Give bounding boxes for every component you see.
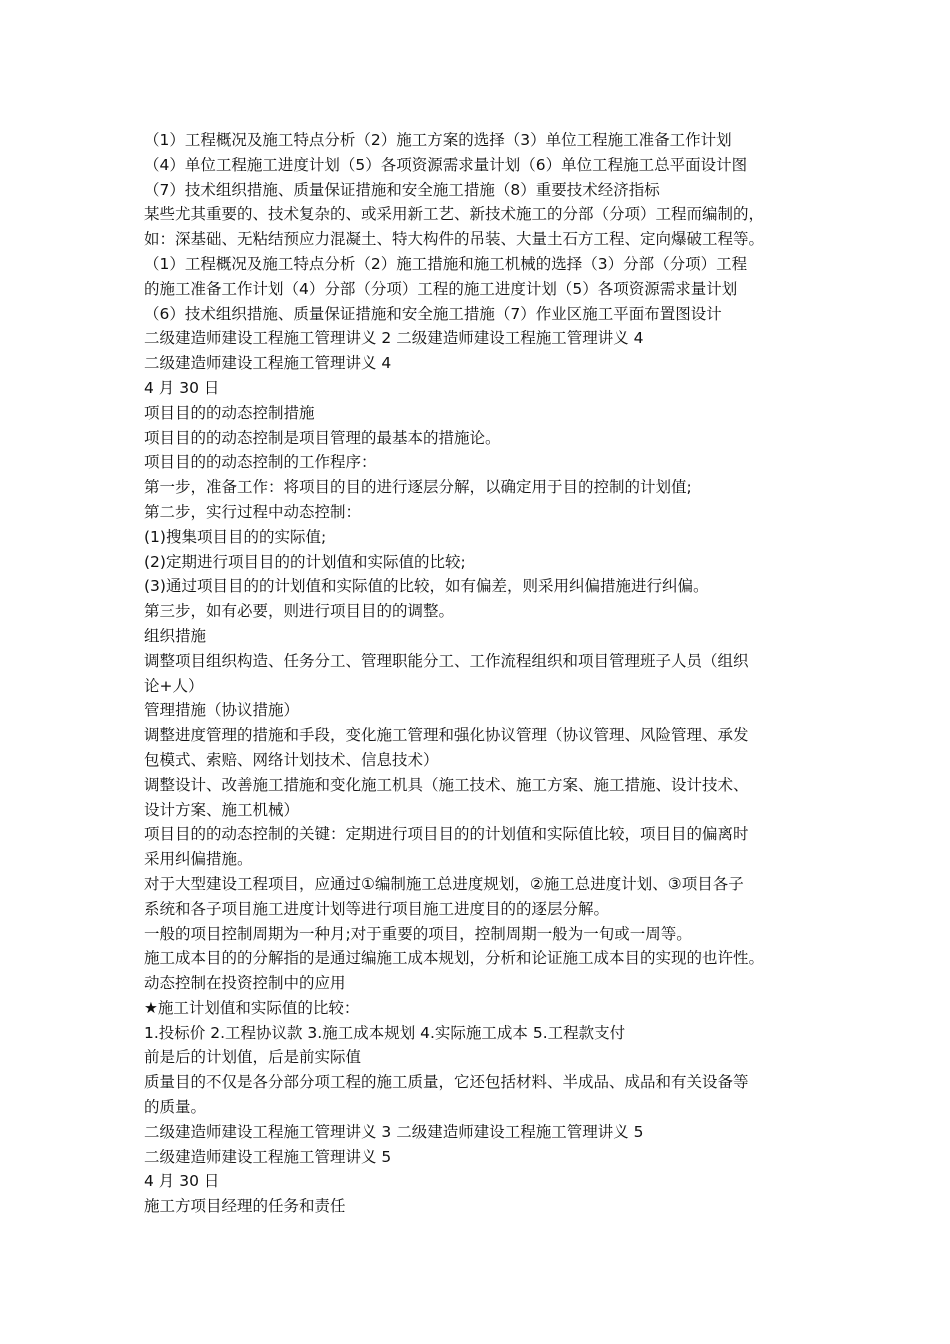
text-line: 动态控制在投资控制中的应用 [144, 974, 346, 993]
text-line: 4 月 30 日 [144, 1172, 220, 1191]
text-line: 施工方项目经理的任务和责任 [144, 1197, 346, 1216]
text-line: ★施工计划值和实际值的比较： [144, 998, 360, 1017]
text-line: 项目目的的动态控制的关键：定期进行项目目的的计划值和实际值比较，项目目的偏离时 [144, 825, 749, 844]
text-line: 第二步，实行过程中动态控制： [144, 502, 362, 521]
text-line: 对于大型建设工程项目，应通过①编制施工总进度规划，②施工总进度计划、③项目各子 [144, 874, 744, 893]
text-line: (2)定期进行项目目的的计划值和实际值的比较; [144, 552, 466, 571]
text-line: 调整设计、改善施工措施和变化施工机具（施工技术、施工方案、施工措施、设计技术、 [144, 775, 749, 794]
text-line: 调整进度管理的措施和手段，变化施工管理和强化协议管理（协议管理、风险管理、承发 [144, 726, 749, 745]
text-line: 第一步，准备工作：将项目的目的进行逐层分解，以确定用于目的控制的计划值; [144, 478, 692, 497]
text-line: （7）技术组织措施、质量保证措施和安全施工措施（8）重要技术经济指标 [144, 180, 660, 199]
text-line: 项目目的的动态控制是项目管理的最基本的措施论。 [144, 428, 501, 447]
text-line: 如：深基础、无粘结预应力混凝土、特大构件的吊装、大量土石方工程、定向爆破工程等。 [144, 230, 765, 249]
text-line: 二级建造师建设工程施工管理讲义 4 [144, 354, 392, 373]
text-line: 系统和各子项目施工进度计划等进行项目施工进度目的的逐层分解。 [144, 899, 610, 918]
text-line: （1）工程概况及施工特点分析（2）施工措施和施工机械的选择（3）分部（分项）工程 [144, 254, 748, 273]
text-line: 施工成本目的的分解指的是通过编施工成本规划，分析和论证施工成本目的实现的也许性。 [144, 949, 765, 968]
text-line: 1.投标价 2.工程协议款 3.施工成本规划 4.实际施工成本 5.工程款支付 [144, 1023, 626, 1042]
text-line: 项目目的的动态控制的工作程序： [144, 453, 377, 472]
text-line: 论+人） [144, 676, 204, 695]
text-line: 质量目的不仅是各分部分项工程的施工质量，它还包括材料、半成品、成品和有关设备等 [144, 1073, 749, 1092]
text-line: 二级建造师建设工程施工管理讲义 2 二级建造师建设工程施工管理讲义 4 [144, 329, 644, 348]
text-line: 的质量。 [144, 1098, 207, 1117]
text-line: 包模式、索赔、网络计划技术、信息技术） [144, 750, 439, 769]
text-line: 二级建造师建设工程施工管理讲义 5 [144, 1147, 392, 1166]
text-line: 调整项目组织构造、任务分工、管理职能分工、工作流程组织和项目管理班子人员（组织 [144, 651, 749, 670]
text-line: 项目目的的动态控制措施 [144, 403, 315, 422]
text-line: 第三步，如有必要，则进行项目目的的调整。 [144, 602, 455, 621]
text-line: 组织措施 [144, 626, 207, 645]
text-line: 二级建造师建设工程施工管理讲义 3 二级建造师建设工程施工管理讲义 5 [144, 1122, 644, 1141]
text-line: （4）单位工程施工进度计划（5）各项资源需求量计划（6）单位工程施工总平面设计图 [144, 155, 748, 174]
text-line: (1)搜集项目目的的实际值; [144, 527, 327, 546]
text-line: (3)通过项目目的的计划值和实际值的比较，如有偏差，则采用纠偏措施进行纠偏。 [144, 577, 709, 596]
text-line: 4 月 30 日 [144, 378, 220, 397]
document-body [144, 128, 820, 1219]
text-line: （6）技术组织措施、质量保证措施和安全施工措施（7）作业区施工平面布置图设计 [144, 304, 722, 323]
text-line: 一般的项目控制周期为一种月;对于重要的项目，控制周期一般为一旬或一周等。 [144, 924, 692, 943]
text-line: 采用纠偏措施。 [144, 850, 253, 869]
text-line: （1）工程概况及施工特点分析（2）施工方案的选择（3）单位工程施工准备工作计划 [144, 131, 732, 149]
text-line: 前是后的计划值，后是前实际值 [144, 1048, 362, 1067]
text-line: 某些尤其重要的、技术复杂的、或采用新工艺、新技术施工的分部（分项）工程而编制的， [144, 205, 765, 224]
text-line: 设计方案、施工机械） [144, 800, 300, 819]
text-line: 的施工准备工作计划（4）分部（分项）工程的施工进度计划（5）各项资源需求量计划 [144, 279, 738, 298]
text-line: 管理措施（协议措施） [144, 701, 300, 720]
